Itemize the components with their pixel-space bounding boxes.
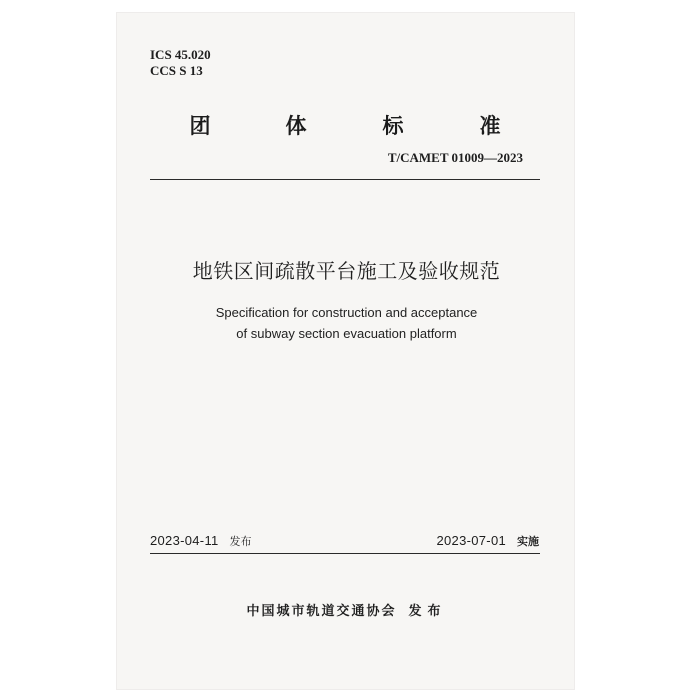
implementation-date-block (437, 533, 540, 550)
english-title (0, 302, 693, 344)
standard-number: T/CAMET 01009—2023 (387, 150, 523, 165)
ics-code: ICS 45.020 (150, 47, 211, 62)
issue-date-block (150, 533, 252, 550)
chinese-title: 地铁区间疏散平台施工及验收规范 (192, 259, 501, 283)
english-title-line: Specification for construction and acceptance (215, 305, 478, 320)
footer-divider (150, 553, 540, 554)
issuer-action: 发布 (408, 604, 447, 619)
standard-type-char: 团 (189, 114, 211, 138)
implementation-date: 2023-07-01 (436, 533, 506, 548)
standard-type-char: 体 (285, 114, 307, 138)
standard-type-char: 准 (479, 114, 501, 138)
implementation-label: 实施 (517, 535, 539, 548)
standard-type-char: 标 (382, 114, 404, 138)
standard-type-heading (0, 112, 693, 140)
classification-codes (150, 47, 211, 79)
issue-label: 发布 (229, 535, 252, 548)
header-divider (150, 179, 540, 180)
issuer-name: 中国城市轨道交通协会 (246, 604, 397, 619)
issue-date: 2023-04-11 (150, 533, 219, 548)
ccs-code: CCS S 13 (150, 63, 203, 78)
issuing-organization (0, 603, 693, 621)
english-title-line: of subway section evacuation platform (236, 326, 457, 341)
